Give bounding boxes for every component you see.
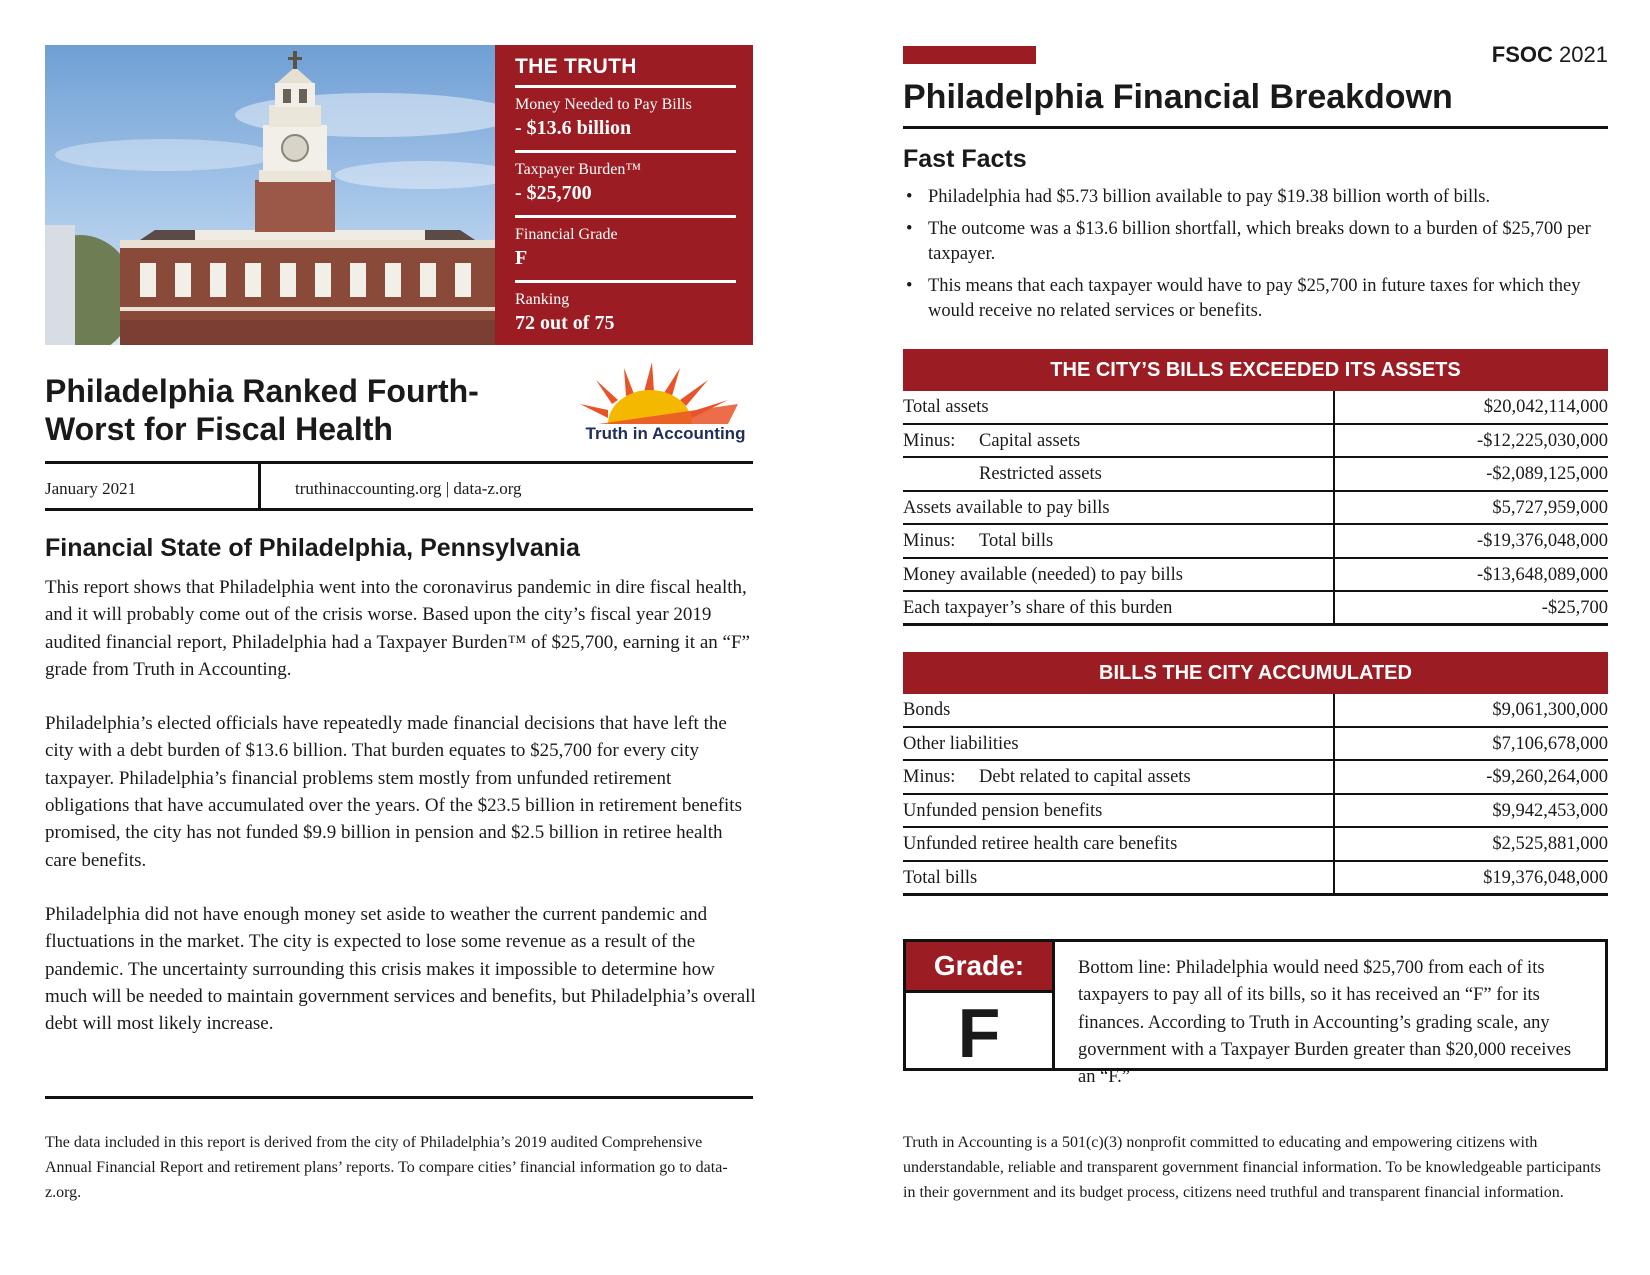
row-label: Capital assets xyxy=(979,430,1081,451)
column-divider xyxy=(1333,728,1335,762)
truth-item-financial-grade xyxy=(515,218,736,280)
grade-divider xyxy=(906,990,1052,993)
bullet-icon: • xyxy=(906,275,913,296)
breakdown-title: Philadelphia Financial Breakdown xyxy=(903,78,1453,116)
table-row xyxy=(903,559,1608,593)
row-amount: $7,106,678,000 xyxy=(1492,733,1608,754)
table-row xyxy=(903,761,1608,795)
table-row xyxy=(903,391,1608,425)
row-amount: -$2,089,125,000 xyxy=(1486,464,1608,484)
fact-text: The outcome was a $13.6 billion shortfall, which breaks down to a burden of $25,700 per taxpayer. xyxy=(928,218,1591,264)
column-divider xyxy=(1333,391,1335,425)
table-row xyxy=(903,592,1608,626)
row-amount: $5,727,959,000 xyxy=(1492,497,1608,518)
grade-label: Grade: xyxy=(906,942,1052,990)
truth-item-value: - $25,700 xyxy=(515,182,592,204)
row-amount: $2,525,881,000 xyxy=(1492,834,1608,854)
fact-text: Philadelphia had $5.73 billion available to pay $19.38 billion worth of bills. xyxy=(928,187,1491,207)
truth-item-label: Taxpayer Burden™ xyxy=(515,161,642,178)
row-label: Each taxpayer’s share of this burden xyxy=(903,598,1173,618)
column-divider xyxy=(1333,761,1335,795)
row-amount: $9,061,300,000 xyxy=(1492,700,1608,720)
row-prefix: Minus: xyxy=(903,767,956,787)
row-prefix: Minus: xyxy=(903,430,956,451)
row-label: Assets available to pay bills xyxy=(903,497,1110,518)
independence-hall-photo xyxy=(45,45,495,345)
column-divider xyxy=(1333,525,1335,559)
truth-item-label: Financial Grade xyxy=(515,226,618,243)
assets-table xyxy=(903,349,1608,626)
fast-facts-heading: Fast Facts xyxy=(903,145,1027,173)
table-row xyxy=(903,728,1608,762)
body-paragraph: Philadelphia did not have enough money set aside to weather the current pandemic and fluctuations in the market. The city is expected to lose some revenue as a result of the pandemic. The uncertainty surrounding this crisis makes it impossible to determine how much will be needed to maintain government services and benefits, but Philadelphia’s overall debt will most likely increase. xyxy=(45,903,756,1035)
truth-panel-heading: THE TRUTH xyxy=(515,55,637,78)
row-amount: -$12,225,030,000 xyxy=(1476,430,1608,451)
assets-table-heading: THE CITY’S BILLS EXCEEDED ITS ASSETS xyxy=(903,349,1608,391)
row-label: Unfunded pension benefits xyxy=(903,800,1103,821)
sun-icon xyxy=(578,360,753,425)
bullet-icon: • xyxy=(906,218,913,239)
fsoc-year: 2021 xyxy=(1559,42,1608,67)
table-row xyxy=(903,795,1608,829)
grade-box xyxy=(903,939,1608,1088)
truth-item-value: F xyxy=(515,247,528,269)
table-row xyxy=(903,828,1608,862)
report-title xyxy=(45,372,545,448)
report-title-line-1: Philadelphia Ranked Fourth- xyxy=(45,373,479,409)
column-divider xyxy=(1333,458,1335,492)
body-paragraph: Philadelphia’s elected officials have repeatedly made financial decisions that have left the city with a debt burden of $13.6 billion. That burden equates to $25,700 for every city taxpayer. Philadelphia’s financial problems stem mostly from unfunded retirement obligations that have accumulated over the years. Of the $23.5 billion in retirement benefits promised, the city has not funded $9.9 billion in pension and $2.5 billion in retiree health care benefits. xyxy=(45,713,742,871)
truth-item-taxpayer-burden xyxy=(515,153,736,215)
website-links: truthinaccounting.org | data-z.org xyxy=(295,479,522,498)
accent-tab xyxy=(903,46,1036,64)
truth-item-ranking xyxy=(515,283,736,345)
truth-item-money-needed xyxy=(515,88,736,150)
bills-table xyxy=(903,652,1608,896)
column-divider xyxy=(1333,862,1335,895)
row-amount: -$25,700 xyxy=(1541,598,1608,618)
fact-item xyxy=(903,274,1608,325)
row-amount: -$19,376,048,000 xyxy=(1476,531,1608,551)
organization-note: Truth in Accounting is a 501(c)(3) nonprofit committed to educating and empowering citizens with understandable, reliable and transparent government financial information. To be knowledgeable participants in their government and its budget process, citizens need truthful and transparent financial information. xyxy=(903,1134,1601,1201)
truth-item-value: 72 out of 75 xyxy=(515,312,615,334)
column-divider xyxy=(1333,559,1335,593)
grade-divider xyxy=(1052,942,1055,1068)
table-row xyxy=(903,458,1608,492)
fact-text: This means that each taxpayer would have to pay $25,700 in future taxes for which they would receive no related services or benefits. xyxy=(928,275,1581,321)
report-date: January 2021 xyxy=(45,479,137,498)
logo-wordmark: Truth in Accounting xyxy=(585,424,746,443)
bullet-icon: • xyxy=(906,187,913,207)
fact-item xyxy=(903,185,1608,211)
table-row xyxy=(903,425,1608,459)
bills-table-heading: BILLS THE CITY ACCUMULATED xyxy=(903,652,1608,694)
meta-divider xyxy=(258,464,261,508)
row-label: Money available (needed) to pay bills xyxy=(903,564,1183,585)
building-illustration xyxy=(45,45,495,345)
row-label: Total bills xyxy=(979,531,1054,551)
row-amount: $9,942,453,000 xyxy=(1492,800,1608,821)
row-amount: -$9,260,264,000 xyxy=(1486,767,1608,787)
section-heading-financial-state: Financial State of Philadelphia, Pennsylvania xyxy=(45,534,580,562)
row-prefix: Minus: xyxy=(903,531,956,551)
row-label: Total bills xyxy=(903,867,978,888)
column-divider xyxy=(1333,828,1335,862)
truth-item-label: Ranking xyxy=(515,291,570,308)
row-amount: $20,042,114,000 xyxy=(1483,397,1608,417)
column-divider xyxy=(1333,492,1335,526)
source-note: The data included in this report is derived from the city of Philadelphia’s 2019 audited Comprehensive Annual Financial Report and retirement plans’ reports. To compare cities’ financial information go to data-z.org. xyxy=(45,1134,728,1201)
column-divider xyxy=(1333,694,1335,728)
row-label: Other liabilities xyxy=(903,733,1019,754)
table-row xyxy=(903,525,1608,559)
table-row xyxy=(903,694,1608,728)
row-label: Restricted assets xyxy=(979,464,1102,484)
fsoc-text: FSOC xyxy=(1491,42,1553,67)
body-paragraph: This report shows that Philadelphia went into the coronavirus pandemic in dire fiscal health, and it will probably come out of the crisis worse. Based upon the city’s fiscal year 2019 audited financial report, Philadelphia had a Taxpayer Burden™ of $25,700, earning it an “F” grade from Truth in Accounting. xyxy=(45,577,750,680)
row-label: Bonds xyxy=(903,700,951,720)
row-label: Unfunded retiree health care benefits xyxy=(903,834,1178,854)
column-divider xyxy=(1333,795,1335,829)
column-divider xyxy=(1333,425,1335,459)
grade-explanation: Bottom line: Philadelphia would need $25,700 from each of its taxpayers to pay all of its bills, so it has received an “F” for its finances. According to Truth in Accounting’s grading scale, any government with a Taxpayer Burden greater than $20,000 receives an “F.” xyxy=(1078,958,1572,1088)
row-amount: $19,376,048,000 xyxy=(1483,867,1608,888)
row-amount: -$13,648,089,000 xyxy=(1476,564,1608,585)
report-title-line-2: Worst for Fiscal Health xyxy=(45,411,393,447)
body-text xyxy=(45,574,757,1064)
truth-item-value: - $13.6 billion xyxy=(515,117,632,139)
fact-item xyxy=(903,217,1608,268)
meta-bar xyxy=(45,461,753,511)
row-label: Debt related to capital assets xyxy=(979,767,1191,787)
title-rule xyxy=(903,126,1608,129)
truth-item-label: Money Needed to Pay Bills xyxy=(515,96,692,113)
column-divider xyxy=(1333,592,1335,625)
fast-facts-list xyxy=(903,185,1608,331)
table-row xyxy=(903,492,1608,526)
footer-divider xyxy=(45,1096,753,1099)
fsoc-label xyxy=(1492,42,1608,68)
row-label: Total assets xyxy=(903,397,989,417)
the-truth-panel xyxy=(495,45,753,345)
table-row xyxy=(903,862,1608,896)
grade-letter: F xyxy=(957,994,1001,1072)
